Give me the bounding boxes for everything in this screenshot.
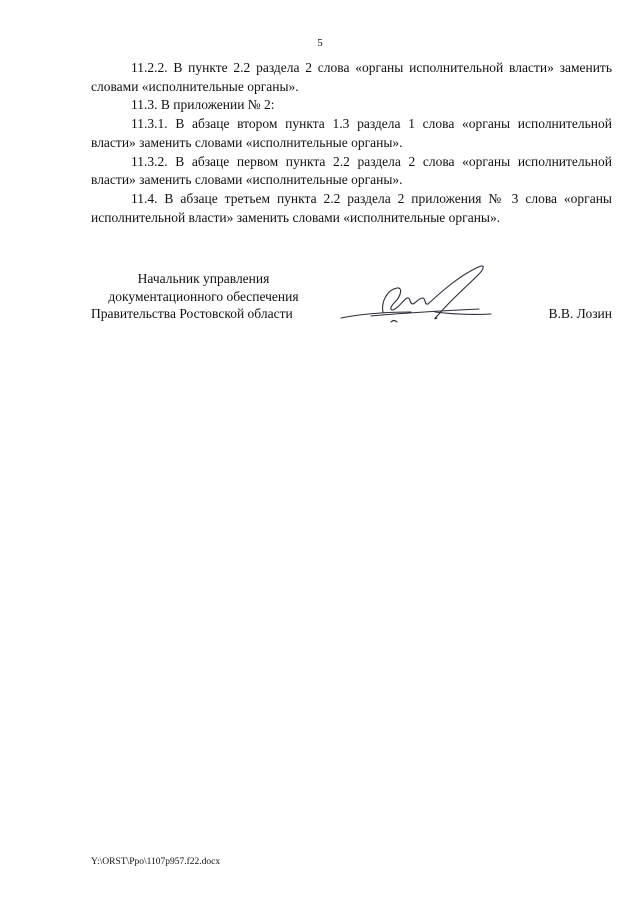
signature-block bbox=[91, 270, 612, 330]
signatory-position bbox=[91, 270, 316, 323]
position-line-1: Начальник управления bbox=[137, 271, 270, 286]
paragraph-11-3-2: 11.3.2. В абзаце первом пункта 2.2 раздела 2 слова «органы исполнительной власти» заменить словами «исполнительные органы». bbox=[91, 153, 612, 188]
file-path-footer: Y:\ORST\Ppo\1107p957.f22.docx bbox=[91, 857, 221, 867]
position-line-2: документационного обеспечения bbox=[108, 288, 299, 304]
signatory-name: В.В. Лозин bbox=[548, 306, 612, 321]
handwritten-signature bbox=[331, 262, 501, 332]
paragraph-11-2-2: 11.2.2. В пункте 2.2 раздела 2 слова «органы исполнительной власти» заменить словами «исполнительные органы». bbox=[91, 60, 612, 94]
paragraph-11-3-1: 11.3.1. В абзаце втором пункта 1.3 раздела 1 слова «органы исполнительной власти» заменить словами «исполнительные органы». bbox=[91, 116, 612, 150]
page-number: 5 bbox=[317, 37, 323, 49]
document-body bbox=[91, 59, 612, 227]
paragraph-11-4: 11.4. В абзаце третьем пункта 2.2 раздела 2 приложения № 3 слова «органы исполнительной власти» заменить словами «исполнительные органы». bbox=[91, 190, 612, 225]
position-line-3: Правительства Ростовской области bbox=[91, 306, 293, 321]
paragraph-11-3: 11.3. В приложении № 2: bbox=[131, 97, 275, 113]
